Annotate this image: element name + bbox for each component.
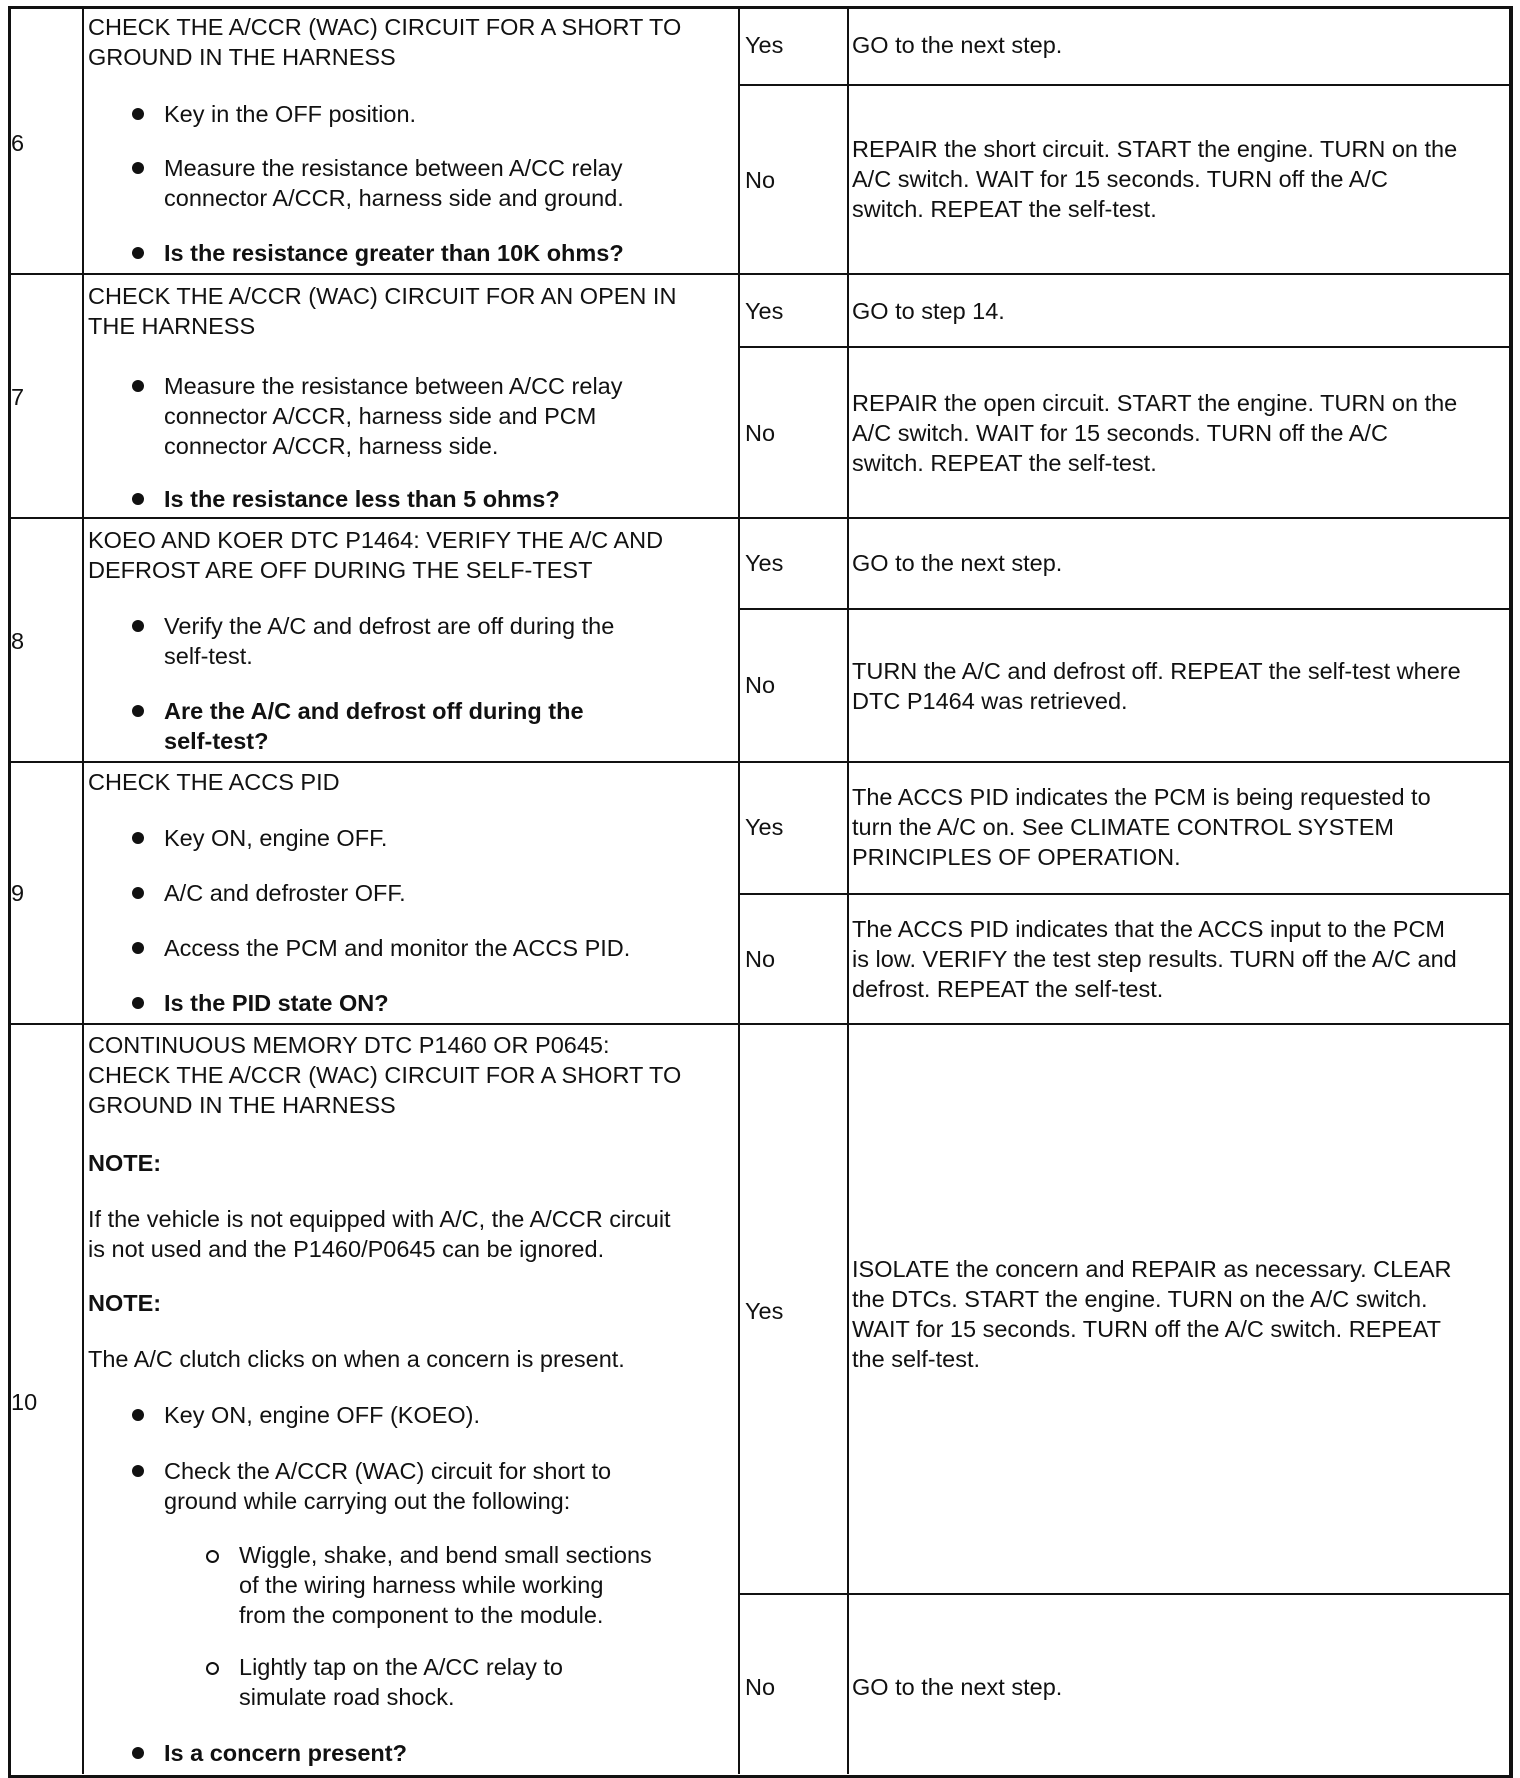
test-question-bullet-icon	[132, 997, 144, 1009]
instruction-bullet: Measure the resistance between A/CC relay	[164, 373, 623, 399]
sub-instruction-bullet-bullet-icon	[206, 1662, 219, 1675]
instruction-bullet-bullet-icon	[132, 620, 144, 632]
instruction-bullet: A/C and defroster OFF.	[164, 880, 406, 906]
result-no: No	[745, 946, 776, 972]
step-heading: THE HARNESS	[88, 313, 256, 339]
no-action: A/C switch. WAIT for 15 seconds. TURN off the A/C	[852, 166, 1388, 192]
note-label: NOTE:	[88, 1290, 162, 1316]
step-number: 6	[11, 130, 25, 156]
step-heading: DEFROST ARE OFF DURING THE SELF-TEST	[88, 557, 593, 583]
instruction-bullet: Access the PCM and monitor the ACCS PID.	[164, 935, 631, 961]
instruction-bullet: Check the A/CCR (WAC) circuit for short to	[164, 1458, 612, 1484]
yes-action: GO to the next step.	[852, 32, 1063, 58]
yes-action: The ACCS PID indicates the PCM is being requested to	[852, 784, 1431, 810]
yes-action: turn the A/C on. See CLIMATE CONTROL SYSTEM	[852, 814, 1394, 840]
result-yes: Yes	[745, 550, 784, 576]
row-divider	[8, 1023, 1510, 1025]
no-action: GO to the next step.	[852, 1674, 1063, 1700]
note-text: The A/C clutch clicks on when a concern is present.	[88, 1346, 625, 1372]
instruction-bullet: connector A/CCR, harness side and PCM	[164, 403, 597, 429]
yes-action: GO to step 14.	[852, 298, 1005, 324]
instruction-bullet: Key ON, engine OFF.	[164, 825, 388, 851]
column-divider-step	[82, 6, 84, 1774]
yes-no-divider	[738, 1593, 1510, 1595]
result-yes: Yes	[745, 298, 784, 324]
result-no: No	[745, 420, 776, 446]
step-heading: CONTINUOUS MEMORY DTC P1460 OR P0645:	[88, 1032, 610, 1058]
test-question: Is the resistance less than 5 ohms?	[164, 486, 560, 512]
instruction-bullet-bullet-icon	[132, 832, 144, 844]
step-heading: CHECK THE A/CCR (WAC) CIRCUIT FOR A SHORT TO	[88, 14, 682, 40]
step-number: 7	[11, 384, 25, 410]
result-yes: Yes	[745, 32, 784, 58]
instruction-bullet-bullet-icon	[132, 1409, 144, 1421]
no-action: REPAIR the open circuit. START the engine. TURN on the	[852, 390, 1458, 416]
step-heading: GROUND IN THE HARNESS	[88, 44, 396, 70]
no-action: is low. VERIFY the test step results. TURN off the A/C and	[852, 946, 1457, 972]
no-action: switch. REPEAT the self-test.	[852, 196, 1157, 222]
test-question-bullet-icon	[132, 1747, 144, 1759]
result-no: No	[745, 1674, 776, 1700]
yes-action: WAIT for 15 seconds. TURN off the A/C switch. REPEAT	[852, 1316, 1442, 1342]
sub-instruction-bullet: simulate road shock.	[239, 1684, 455, 1710]
sub-instruction-bullet: of the wiring harness while working	[239, 1572, 604, 1598]
step-number: 9	[11, 880, 25, 906]
step-heading: CHECK THE A/CCR (WAC) CIRCUIT FOR A SHORT TO	[88, 1062, 682, 1088]
note-text: If the vehicle is not equipped with A/C, the A/CCR circuit	[88, 1206, 671, 1232]
yes-no-divider	[738, 346, 1510, 348]
step-heading: KOEO AND KOER DTC P1464: VERIFY THE A/C AND	[88, 527, 664, 553]
no-action: DTC P1464 was retrieved.	[852, 688, 1128, 714]
row-divider	[8, 517, 1510, 519]
instruction-bullet-bullet-icon	[132, 162, 144, 174]
test-question: Are the A/C and defrost off during the	[164, 698, 584, 724]
yes-no-divider	[738, 84, 1510, 86]
column-divider-action	[847, 6, 849, 1774]
test-question: Is the resistance greater than 10K ohms?	[164, 240, 624, 266]
note-label: NOTE:	[88, 1150, 162, 1176]
instruction-bullet: Key in the OFF position.	[164, 101, 417, 127]
step-heading: CHECK THE A/CCR (WAC) CIRCUIT FOR AN OPEN IN	[88, 283, 677, 309]
row-divider	[8, 273, 1510, 275]
yes-action: the DTCs. START the engine. TURN on the A/C switch.	[852, 1286, 1428, 1312]
instruction-bullet-bullet-icon	[132, 108, 144, 120]
result-yes: Yes	[745, 814, 784, 840]
no-action: The ACCS PID indicates that the ACCS input to the PCM	[852, 916, 1446, 942]
sub-instruction-bullet-bullet-icon	[206, 1550, 219, 1563]
column-divider-result	[738, 6, 740, 1774]
no-action: A/C switch. WAIT for 15 seconds. TURN off the A/C	[852, 420, 1388, 446]
test-question: self-test?	[164, 728, 269, 754]
instruction-bullet-bullet-icon	[132, 1465, 144, 1477]
sub-instruction-bullet: Lightly tap on the A/CC relay to	[239, 1654, 563, 1680]
instruction-bullet: Verify the A/C and defrost are off during the	[164, 613, 615, 639]
test-question: Is the PID state ON?	[164, 990, 389, 1016]
result-no: No	[745, 167, 776, 193]
result-no: No	[745, 672, 776, 698]
instruction-bullet: ground while carrying out the following:	[164, 1488, 571, 1514]
yes-action: ISOLATE the concern and REPAIR as necessary. CLEAR	[852, 1256, 1452, 1282]
step-heading: CHECK THE ACCS PID	[88, 769, 340, 795]
no-action: defrost. REPEAT the self-test.	[852, 976, 1164, 1002]
instruction-bullet-bullet-icon	[132, 942, 144, 954]
sub-instruction-bullet: from the component to the module.	[239, 1602, 604, 1628]
test-question: Is a concern present?	[164, 1740, 407, 1766]
step-number: 8	[11, 628, 25, 654]
yes-action: GO to the next step.	[852, 550, 1063, 576]
instruction-bullet-bullet-icon	[132, 380, 144, 392]
instruction-bullet: connector A/CCR, harness side.	[164, 433, 499, 459]
instruction-bullet: self-test.	[164, 643, 253, 669]
instruction-bullet: Key ON, engine OFF (KOEO).	[164, 1402, 481, 1428]
test-question-bullet-icon	[132, 493, 144, 505]
no-action: REPAIR the short circuit. START the engine. TURN on the	[852, 136, 1458, 162]
test-question-bullet-icon	[132, 247, 144, 259]
instruction-bullet: Measure the resistance between A/CC relay	[164, 155, 623, 181]
instruction-bullet: connector A/CCR, harness side and ground.	[164, 185, 624, 211]
result-yes: Yes	[745, 1298, 784, 1324]
step-number: 10	[11, 1389, 38, 1415]
yes-no-divider	[738, 608, 1510, 610]
sub-instruction-bullet: Wiggle, shake, and bend small sections	[239, 1542, 652, 1568]
note-text: is not used and the P1460/P0645 can be ignored.	[88, 1236, 605, 1262]
row-divider	[8, 761, 1510, 763]
yes-action: the self-test.	[852, 1346, 980, 1372]
test-question-bullet-icon	[132, 705, 144, 717]
no-action: switch. REPEAT the self-test.	[852, 450, 1157, 476]
yes-action: PRINCIPLES OF OPERATION.	[852, 844, 1181, 870]
step-heading: GROUND IN THE HARNESS	[88, 1092, 396, 1118]
yes-no-divider	[738, 893, 1510, 895]
no-action: TURN the A/C and defrost off. REPEAT the self-test where	[852, 658, 1461, 684]
instruction-bullet-bullet-icon	[132, 887, 144, 899]
